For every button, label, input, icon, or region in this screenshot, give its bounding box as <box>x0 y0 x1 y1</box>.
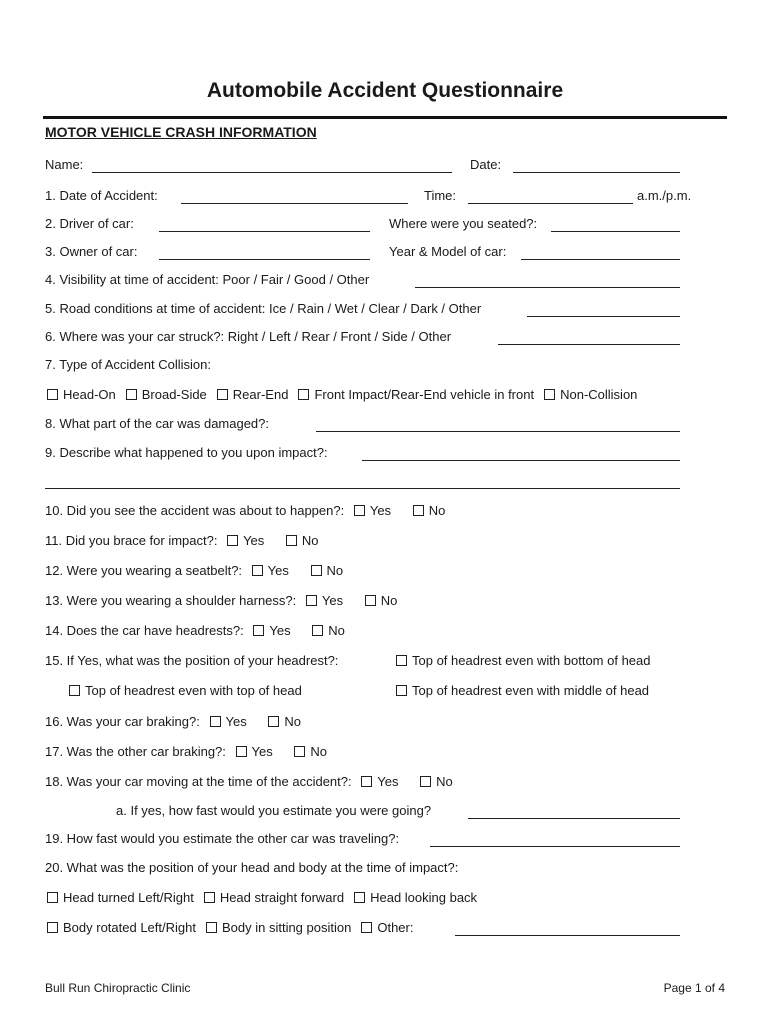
checkbox[interactable] <box>69 685 80 696</box>
checkbox[interactable] <box>311 565 322 576</box>
q12-no[interactable]: No <box>311 563 344 578</box>
headrest-top-option[interactable]: Top of headrest even with top of head <box>69 683 302 699</box>
q7-label: 7. Type of Accident Collision: <box>45 357 211 372</box>
q12-label: 12. Were you wearing a seatbelt?: Yes No <box>45 563 344 578</box>
checkbox[interactable] <box>298 389 309 400</box>
year-model-label: Year & Model of car: <box>389 244 507 259</box>
collision-type-options <box>47 387 647 403</box>
name-field[interactable] <box>92 172 452 173</box>
q13-no[interactable]: No <box>365 593 398 608</box>
checkbox[interactable] <box>312 625 323 636</box>
checkbox[interactable] <box>227 535 238 546</box>
page-title: Automobile Accident Questionnaire <box>206 79 564 102</box>
q16-no[interactable]: No <box>268 714 301 729</box>
q16-label: 16. Was your car braking?: Yes No <box>45 714 301 729</box>
q19-label: 19. How fast would you estimate the other car was traveling?: <box>45 831 400 846</box>
q3-label: 3. Owner of car: <box>45 244 138 259</box>
checkbox[interactable] <box>47 922 58 933</box>
q15-label: 15. If Yes, what was the position of your headrest?: <box>45 653 339 668</box>
checkbox[interactable] <box>420 776 431 787</box>
other-position-field[interactable] <box>455 935 680 936</box>
checkbox[interactable] <box>306 595 317 606</box>
collision-option-broad-side[interactable]: Broad-Side <box>126 387 207 403</box>
checkbox[interactable] <box>396 685 407 696</box>
driver-field[interactable] <box>159 231 370 232</box>
damage-field[interactable] <box>316 431 680 432</box>
accident-date-field[interactable] <box>181 203 408 204</box>
head-option-forward[interactable]: Head straight forward <box>204 890 344 906</box>
q5-label: 5. Road conditions at time of accident: Ice / Rain / Wet / Clear / Dark / Other <box>45 301 482 316</box>
collision-option-non-collision[interactable]: Non-Collision <box>544 387 637 403</box>
collision-option-rear-end[interactable]: Rear-End <box>217 387 289 403</box>
head-position-options <box>47 890 487 906</box>
checkbox[interactable] <box>365 595 376 606</box>
q16-yes[interactable]: Yes <box>210 714 247 729</box>
q1-label: 1. Date of Accident: <box>45 188 158 203</box>
visibility-field[interactable] <box>415 287 680 288</box>
date-field[interactable] <box>513 172 680 173</box>
q20-label: 20. What was the position of your head and body at the time of impact?: <box>45 860 459 875</box>
q13-yes[interactable]: Yes <box>306 593 343 608</box>
checkbox[interactable] <box>47 892 58 903</box>
collision-option-head-on[interactable]: Head-On <box>47 387 116 403</box>
footer-clinic-name: Bull Run Chiropractic Clinic <box>45 981 191 995</box>
q6-label: 6. Where was your car struck?: Right / Left / Rear / Front / Side / Other <box>45 329 452 344</box>
q18-label: 18. Was your car moving at the time of the accident?: Yes No <box>45 774 453 789</box>
date-label: Date: <box>470 157 502 172</box>
q14-no[interactable]: No <box>312 623 345 638</box>
q11-yes[interactable]: Yes <box>227 533 264 548</box>
checkbox[interactable] <box>47 389 58 400</box>
q18-no[interactable]: No <box>420 774 453 789</box>
q14-label: 14. Does the car have headrests?: Yes No <box>45 623 345 638</box>
collision-option-front-impact[interactable]: Front Impact/Rear-End vehicle in front <box>298 387 534 403</box>
checkbox[interactable] <box>204 892 215 903</box>
title-divider <box>43 116 727 119</box>
checkbox[interactable] <box>126 389 137 400</box>
other-speed-field[interactable] <box>430 846 680 847</box>
checkbox[interactable] <box>294 746 305 757</box>
ampm-label: a.m./p.m. <box>637 188 692 203</box>
car-struck-field[interactable] <box>498 344 680 345</box>
head-option-turned[interactable]: Head turned Left/Right <box>47 890 194 906</box>
checkbox[interactable] <box>252 565 263 576</box>
q17-label: 17. Was the other car braking?: Yes No <box>45 744 327 759</box>
q18-yes[interactable]: Yes <box>361 774 398 789</box>
q17-no[interactable]: No <box>294 744 327 759</box>
checkbox[interactable] <box>253 625 264 636</box>
checkbox[interactable] <box>286 535 297 546</box>
owner-field[interactable] <box>159 259 370 260</box>
q2-label: 2. Driver of car: <box>45 216 134 231</box>
headrest-bottom-option[interactable]: Top of headrest even with bottom of head <box>396 653 651 669</box>
head-option-back[interactable]: Head looking back <box>354 890 477 906</box>
checkbox[interactable] <box>413 505 424 516</box>
headrest-middle-option[interactable]: Top of headrest even with middle of head <box>396 683 649 699</box>
own-speed-field[interactable] <box>468 818 680 819</box>
section-heading: MOTOR VEHICLE CRASH INFORMATION <box>45 124 317 140</box>
impact-description-field-2[interactable] <box>45 488 680 489</box>
checkbox[interactable] <box>236 746 247 757</box>
q12-yes[interactable]: Yes <box>252 563 289 578</box>
q10-label: 10. Did you see the accident was about to happen?: Yes No <box>45 503 446 518</box>
road-conditions-field[interactable] <box>527 316 680 317</box>
q9-label: 9. Describe what happened to you upon impact?: <box>45 445 328 460</box>
seated-label: Where were you seated?: <box>389 216 538 231</box>
checkbox[interactable] <box>361 922 372 933</box>
time-field[interactable] <box>468 203 633 204</box>
checkbox[interactable] <box>210 716 221 727</box>
checkbox[interactable] <box>354 505 365 516</box>
impact-description-field[interactable] <box>362 460 680 461</box>
body-option-sitting[interactable]: Body in sitting position <box>206 920 351 936</box>
checkbox[interactable] <box>544 389 555 400</box>
checkbox[interactable] <box>361 776 372 787</box>
body-option-rotated[interactable]: Body rotated Left/Right <box>47 920 196 936</box>
q11-no[interactable]: No <box>286 533 319 548</box>
checkbox[interactable] <box>206 922 217 933</box>
q10-yes[interactable]: Yes <box>354 503 391 518</box>
body-position-options <box>47 920 423 936</box>
name-label: Name: <box>45 157 84 172</box>
checkbox[interactable] <box>217 389 228 400</box>
checkbox[interactable] <box>396 655 407 666</box>
year-model-field[interactable] <box>521 259 680 260</box>
checkbox[interactable] <box>268 716 279 727</box>
seated-field[interactable] <box>551 231 680 232</box>
q14-yes[interactable]: Yes <box>253 623 290 638</box>
checkbox[interactable] <box>354 892 365 903</box>
q8-label: 8. What part of the car was damaged?: <box>45 416 270 431</box>
q11-label: 11. Did you brace for impact?: Yes No <box>45 533 319 548</box>
q17-yes[interactable]: Yes <box>236 744 273 759</box>
body-option-other[interactable]: Other: <box>361 920 413 936</box>
time-label: Time: <box>424 188 457 203</box>
footer-page-number: Page 1 of 4 <box>663 981 725 995</box>
q10-no[interactable]: No <box>413 503 446 518</box>
q4-label: 4. Visibility at time of accident: Poor / Fair / Good / Other <box>45 272 370 287</box>
q13-label: 13. Were you wearing a shoulder harness?: Yes No <box>45 593 398 608</box>
q18a-label: a. If yes, how fast would you estimate you were going? <box>116 803 432 818</box>
